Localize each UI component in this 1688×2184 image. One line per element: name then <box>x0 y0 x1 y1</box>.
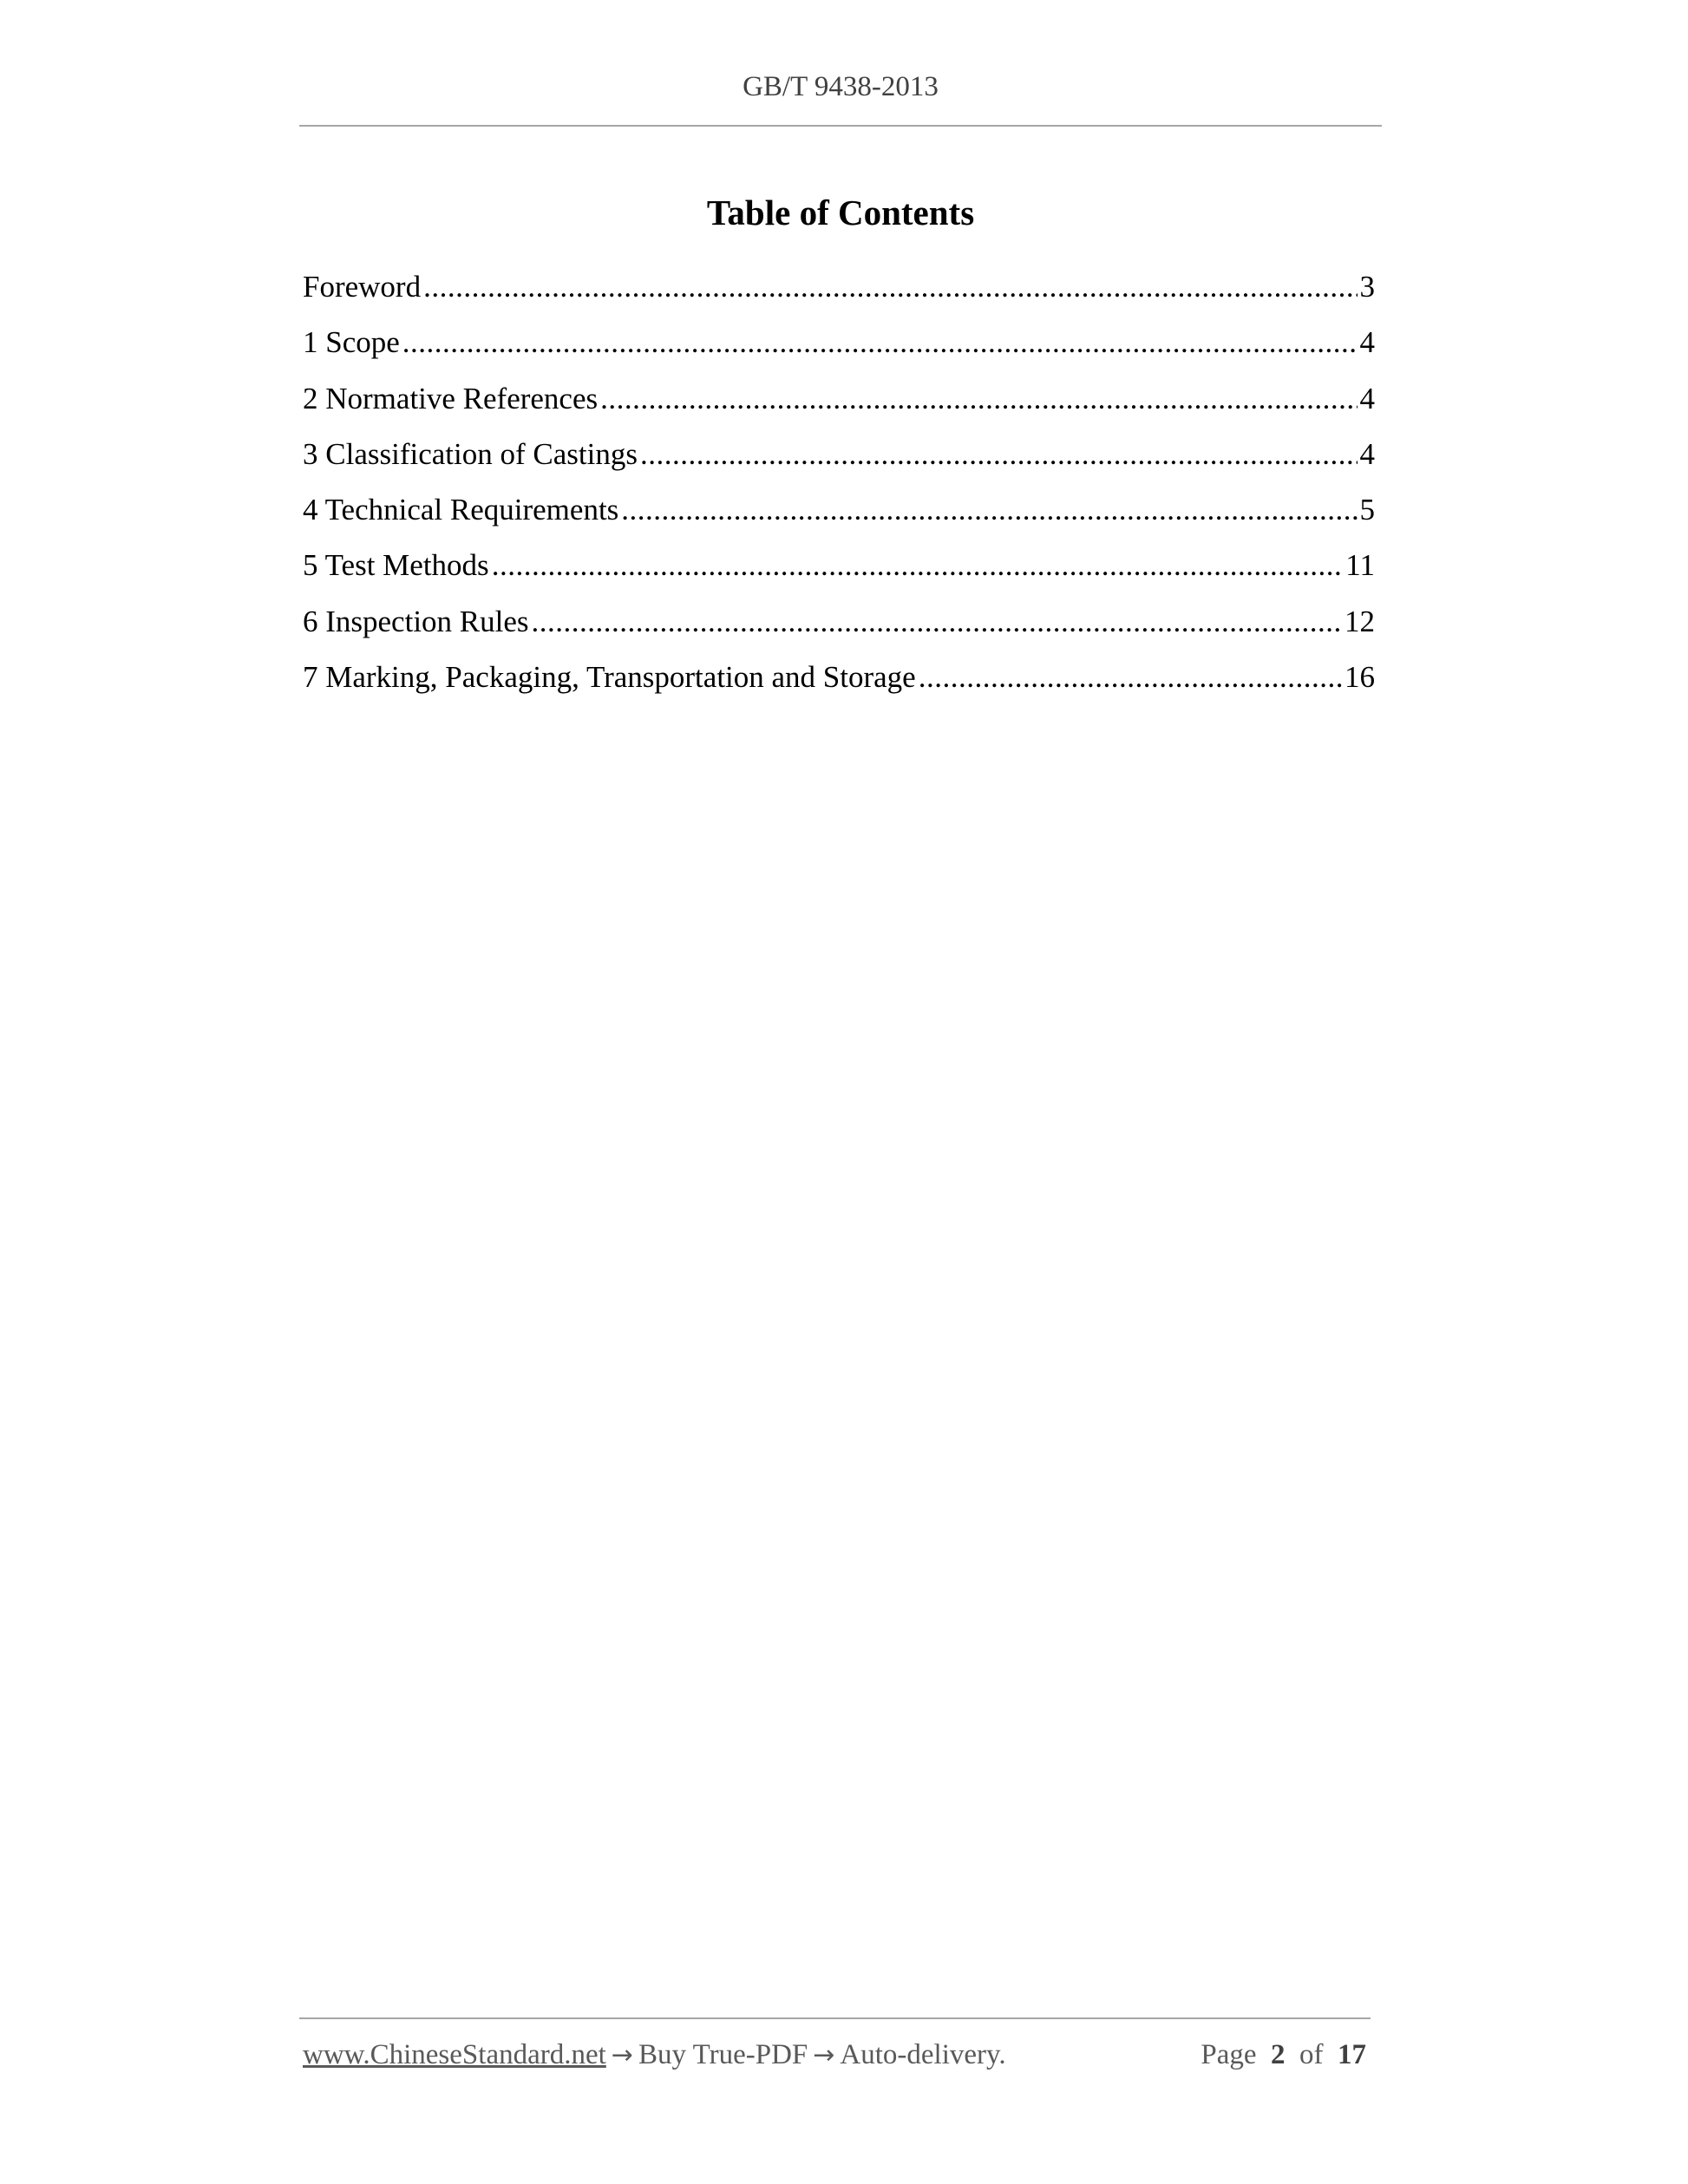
toc-entry-test-methods[interactable] <box>303 544 1375 599</box>
total-pages: 17 <box>1338 2039 1366 2070</box>
footer-divider <box>299 2017 1371 2019</box>
dot-leader <box>621 488 1357 532</box>
toc-entry-label: 4 Technical Requirements <box>303 493 619 527</box>
page-number <box>1201 2035 1366 2075</box>
right-arrow-icon: → <box>813 2040 835 2070</box>
toc-entry-label: 5 Test Methods <box>303 548 489 583</box>
dot-leader <box>600 377 1357 421</box>
toc-entry-technical-requirements[interactable] <box>303 488 1375 544</box>
dot-leader <box>492 544 1344 587</box>
toc-entry-label: 7 Marking, Packaging, Transportation and Storage <box>303 660 916 695</box>
dot-leader <box>640 433 1358 476</box>
document-code: GB/T 9438-2013 <box>743 71 939 102</box>
dot-leader <box>423 265 1357 309</box>
page-footer <box>303 2035 1371 2078</box>
page-word: Page <box>1201 2039 1257 2070</box>
toc-entry-scope[interactable] <box>303 321 1375 376</box>
page-header <box>299 68 1382 127</box>
toc-entry-label: 1 Scope <box>303 325 400 360</box>
site-link[interactable]: www.ChineseStandard.net <box>303 2039 606 2070</box>
toc-entry-page: 4 <box>1359 436 1375 471</box>
dot-leader <box>402 321 1358 364</box>
toc-entry-label: 2 Normative References <box>303 381 599 415</box>
toc-entry-normative-references[interactable] <box>303 377 1375 433</box>
toc-entry-page: 4 <box>1359 325 1375 360</box>
toc-entry-page: 5 <box>1359 493 1375 527</box>
right-arrow-icon: → <box>611 2040 633 2070</box>
current-page: 2 <box>1271 2039 1286 2070</box>
footer-promo <box>303 2035 1006 2076</box>
auto-delivery-text: Auto-delivery. <box>840 2039 1006 2070</box>
toc-entry-label: 6 Inspection Rules <box>303 604 529 638</box>
toc-title: Table of Contents <box>706 193 975 232</box>
dot-leader <box>532 600 1342 644</box>
buy-pdf-text: Buy True-PDF <box>638 2039 808 2070</box>
toc-entry-classification-of-castings[interactable] <box>303 433 1375 488</box>
toc-entry-page: 12 <box>1345 604 1375 638</box>
toc-entry-foreword[interactable] <box>303 265 1375 321</box>
toc-entry-label: Foreword <box>303 270 422 304</box>
dot-leader <box>919 656 1342 699</box>
toc-entry-page: 11 <box>1345 548 1375 583</box>
toc-entry-inspection-rules[interactable] <box>303 600 1375 656</box>
toc-entry-page: 16 <box>1345 660 1375 695</box>
of-word: of <box>1299 2039 1324 2070</box>
toc-entry-page: 3 <box>1359 270 1375 304</box>
toc-entry-label: 3 Classification of Castings <box>303 436 638 471</box>
toc-entry-marking-packaging[interactable] <box>303 656 1375 711</box>
toc-entry-page: 4 <box>1359 381 1375 415</box>
table-of-contents <box>303 265 1375 711</box>
